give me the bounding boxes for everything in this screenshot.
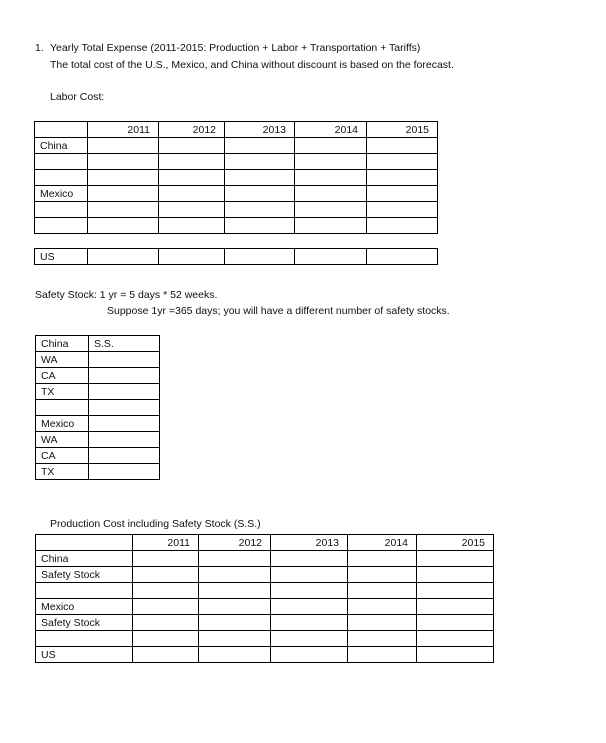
table-cell[interactable] <box>225 154 295 170</box>
table-cell[interactable] <box>199 631 271 647</box>
spacer-cell <box>35 234 438 249</box>
table-cell <box>35 170 88 186</box>
labor-year-2015: 2015 <box>367 122 438 138</box>
labor-cost-label: Labor Cost: <box>50 91 105 103</box>
table-row <box>36 615 494 631</box>
table-row <box>35 138 438 154</box>
table-cell[interactable] <box>199 647 271 663</box>
ss-china-ca: CA <box>36 368 89 384</box>
table-cell[interactable] <box>133 599 199 615</box>
labor-row-mexico: Mexico <box>35 186 88 202</box>
production-header-row <box>36 535 494 551</box>
table-cell[interactable] <box>367 202 438 218</box>
table-cell[interactable] <box>133 615 199 631</box>
table-cell <box>35 218 88 234</box>
ss-mexico-label: Mexico <box>36 416 89 432</box>
table-cell[interactable] <box>89 464 160 480</box>
table-cell[interactable] <box>295 154 367 170</box>
production-year-2012: 2012 <box>199 535 271 551</box>
labor-year-2012: 2012 <box>159 122 225 138</box>
table-cell[interactable] <box>348 583 417 599</box>
table-cell[interactable] <box>367 154 438 170</box>
table-cell[interactable] <box>159 170 225 186</box>
labor-row-china: China <box>35 138 88 154</box>
table-cell <box>36 583 133 599</box>
table-cell[interactable] <box>159 218 225 234</box>
table-cell[interactable] <box>295 170 367 186</box>
table-cell[interactable] <box>417 567 494 583</box>
table-cell[interactable] <box>159 154 225 170</box>
table-row <box>36 567 494 583</box>
safety-stock-line2: Suppose 1yr =365 days; you will have a different number of safety stocks. <box>107 305 450 317</box>
table-cell[interactable] <box>88 154 159 170</box>
table-cell[interactable] <box>271 615 348 631</box>
ss-china-tx: TX <box>36 384 89 400</box>
table-row <box>35 154 438 170</box>
table-cell[interactable] <box>225 138 295 154</box>
table-cell[interactable] <box>133 551 199 567</box>
table-spacer <box>35 234 438 249</box>
table-row <box>36 336 160 352</box>
table-cell[interactable] <box>89 416 160 432</box>
table-cell[interactable] <box>159 186 225 202</box>
production-cost-label: Production Cost including Safety Stock (S.S.) <box>50 518 261 530</box>
table-row <box>36 368 160 384</box>
table-cell <box>36 400 89 416</box>
table-cell[interactable] <box>133 583 199 599</box>
table-cell[interactable] <box>88 186 159 202</box>
labor-cost-table <box>34 121 438 265</box>
table-cell[interactable] <box>225 218 295 234</box>
table-cell[interactable] <box>417 631 494 647</box>
table-cell[interactable] <box>133 631 199 647</box>
table-cell[interactable] <box>295 218 367 234</box>
table-cell[interactable] <box>417 551 494 567</box>
table-row <box>36 583 494 599</box>
table-cell[interactable] <box>199 567 271 583</box>
table-cell[interactable] <box>271 551 348 567</box>
labor-header-row <box>35 122 438 138</box>
labor-year-2014: 2014 <box>295 122 367 138</box>
production-row-china: China <box>36 551 133 567</box>
heading-title: Yearly Total Expense (2011-2015: Production + Labor + Transportation + Tariffs) <box>50 42 421 54</box>
production-row-mexico: Mexico <box>36 599 133 615</box>
table-cell[interactable] <box>88 218 159 234</box>
table-cell[interactable] <box>348 567 417 583</box>
table-cell[interactable] <box>225 202 295 218</box>
table-cell[interactable] <box>295 138 367 154</box>
table-cell[interactable] <box>417 615 494 631</box>
ss-column-header: S.S. <box>89 336 160 352</box>
labor-header-blank <box>35 122 88 138</box>
table-cell[interactable] <box>348 551 417 567</box>
table-cell[interactable] <box>295 186 367 202</box>
production-year-2013: 2013 <box>271 535 348 551</box>
table-cell[interactable] <box>89 352 160 368</box>
table-row <box>35 186 438 202</box>
safety-stock-line1: Safety Stock: 1 yr = 5 days * 52 weeks. <box>35 289 218 301</box>
table-cell[interactable] <box>89 448 160 464</box>
table-cell[interactable] <box>367 249 438 265</box>
table-row <box>36 631 494 647</box>
table-row <box>36 599 494 615</box>
table-cell[interactable] <box>89 384 160 400</box>
table-cell[interactable] <box>348 631 417 647</box>
table-cell[interactable] <box>133 647 199 663</box>
table-cell[interactable] <box>89 368 160 384</box>
labor-year-2013: 2013 <box>225 122 295 138</box>
table-cell[interactable] <box>271 583 348 599</box>
table-cell[interactable] <box>88 170 159 186</box>
labor-year-2011: 2011 <box>88 122 159 138</box>
ss-mexico-ca: CA <box>36 448 89 464</box>
ss-china-wa: WA <box>36 352 89 368</box>
table-row <box>36 352 160 368</box>
table-cell[interactable] <box>271 599 348 615</box>
table-cell[interactable] <box>199 551 271 567</box>
table-cell[interactable] <box>295 202 367 218</box>
heading-number: 1. <box>35 42 44 54</box>
table-cell[interactable] <box>367 218 438 234</box>
table-row <box>36 464 160 480</box>
table-cell[interactable] <box>159 202 225 218</box>
ss-china-label: China <box>36 336 89 352</box>
table-cell[interactable] <box>225 170 295 186</box>
table-cell[interactable] <box>367 170 438 186</box>
table-row <box>35 249 438 265</box>
table-cell[interactable] <box>295 249 367 265</box>
ss-mexico-tx: TX <box>36 464 89 480</box>
table-cell[interactable] <box>89 400 160 416</box>
table-cell[interactable] <box>199 615 271 631</box>
table-cell[interactable] <box>88 202 159 218</box>
labor-row-us: US <box>35 249 88 265</box>
table-cell[interactable] <box>89 432 160 448</box>
table-row <box>36 384 160 400</box>
table-cell[interactable] <box>88 249 159 265</box>
table-cell <box>36 631 133 647</box>
table-cell[interactable] <box>348 647 417 663</box>
table-row <box>35 218 438 234</box>
table-cell <box>35 202 88 218</box>
production-year-2015: 2015 <box>417 535 494 551</box>
production-header-blank <box>36 535 133 551</box>
table-row <box>36 416 160 432</box>
ss-mexico-wa: WA <box>36 432 89 448</box>
table-cell[interactable] <box>417 647 494 663</box>
heading-subtitle: The total cost of the U.S., Mexico, and China without discount is based on the forecast. <box>50 59 454 71</box>
table-cell[interactable] <box>133 567 199 583</box>
table-row <box>35 202 438 218</box>
table-row <box>36 551 494 567</box>
table-cell[interactable] <box>417 583 494 599</box>
production-row-mexico-ss: Safety Stock <box>36 615 133 631</box>
table-row <box>36 400 160 416</box>
table-cell[interactable] <box>271 567 348 583</box>
table-cell[interactable] <box>271 631 348 647</box>
table-cell[interactable] <box>271 647 348 663</box>
production-row-us: US <box>36 647 133 663</box>
table-cell[interactable] <box>367 186 438 202</box>
production-year-2014: 2014 <box>348 535 417 551</box>
production-year-2011: 2011 <box>133 535 199 551</box>
table-cell[interactable] <box>367 138 438 154</box>
table-row <box>36 647 494 663</box>
table-cell[interactable] <box>159 249 225 265</box>
table-row <box>35 170 438 186</box>
table-cell[interactable] <box>348 615 417 631</box>
table-cell[interactable] <box>417 599 494 615</box>
table-cell[interactable] <box>225 186 295 202</box>
table-cell <box>35 154 88 170</box>
table-row <box>36 432 160 448</box>
table-row <box>36 448 160 464</box>
table-cell[interactable] <box>199 599 271 615</box>
production-cost-table <box>35 534 494 663</box>
table-cell[interactable] <box>225 249 295 265</box>
table-cell[interactable] <box>199 583 271 599</box>
safety-stock-table <box>35 335 160 480</box>
table-cell[interactable] <box>88 138 159 154</box>
table-cell[interactable] <box>159 138 225 154</box>
production-row-china-ss: Safety Stock <box>36 567 133 583</box>
table-cell[interactable] <box>348 599 417 615</box>
